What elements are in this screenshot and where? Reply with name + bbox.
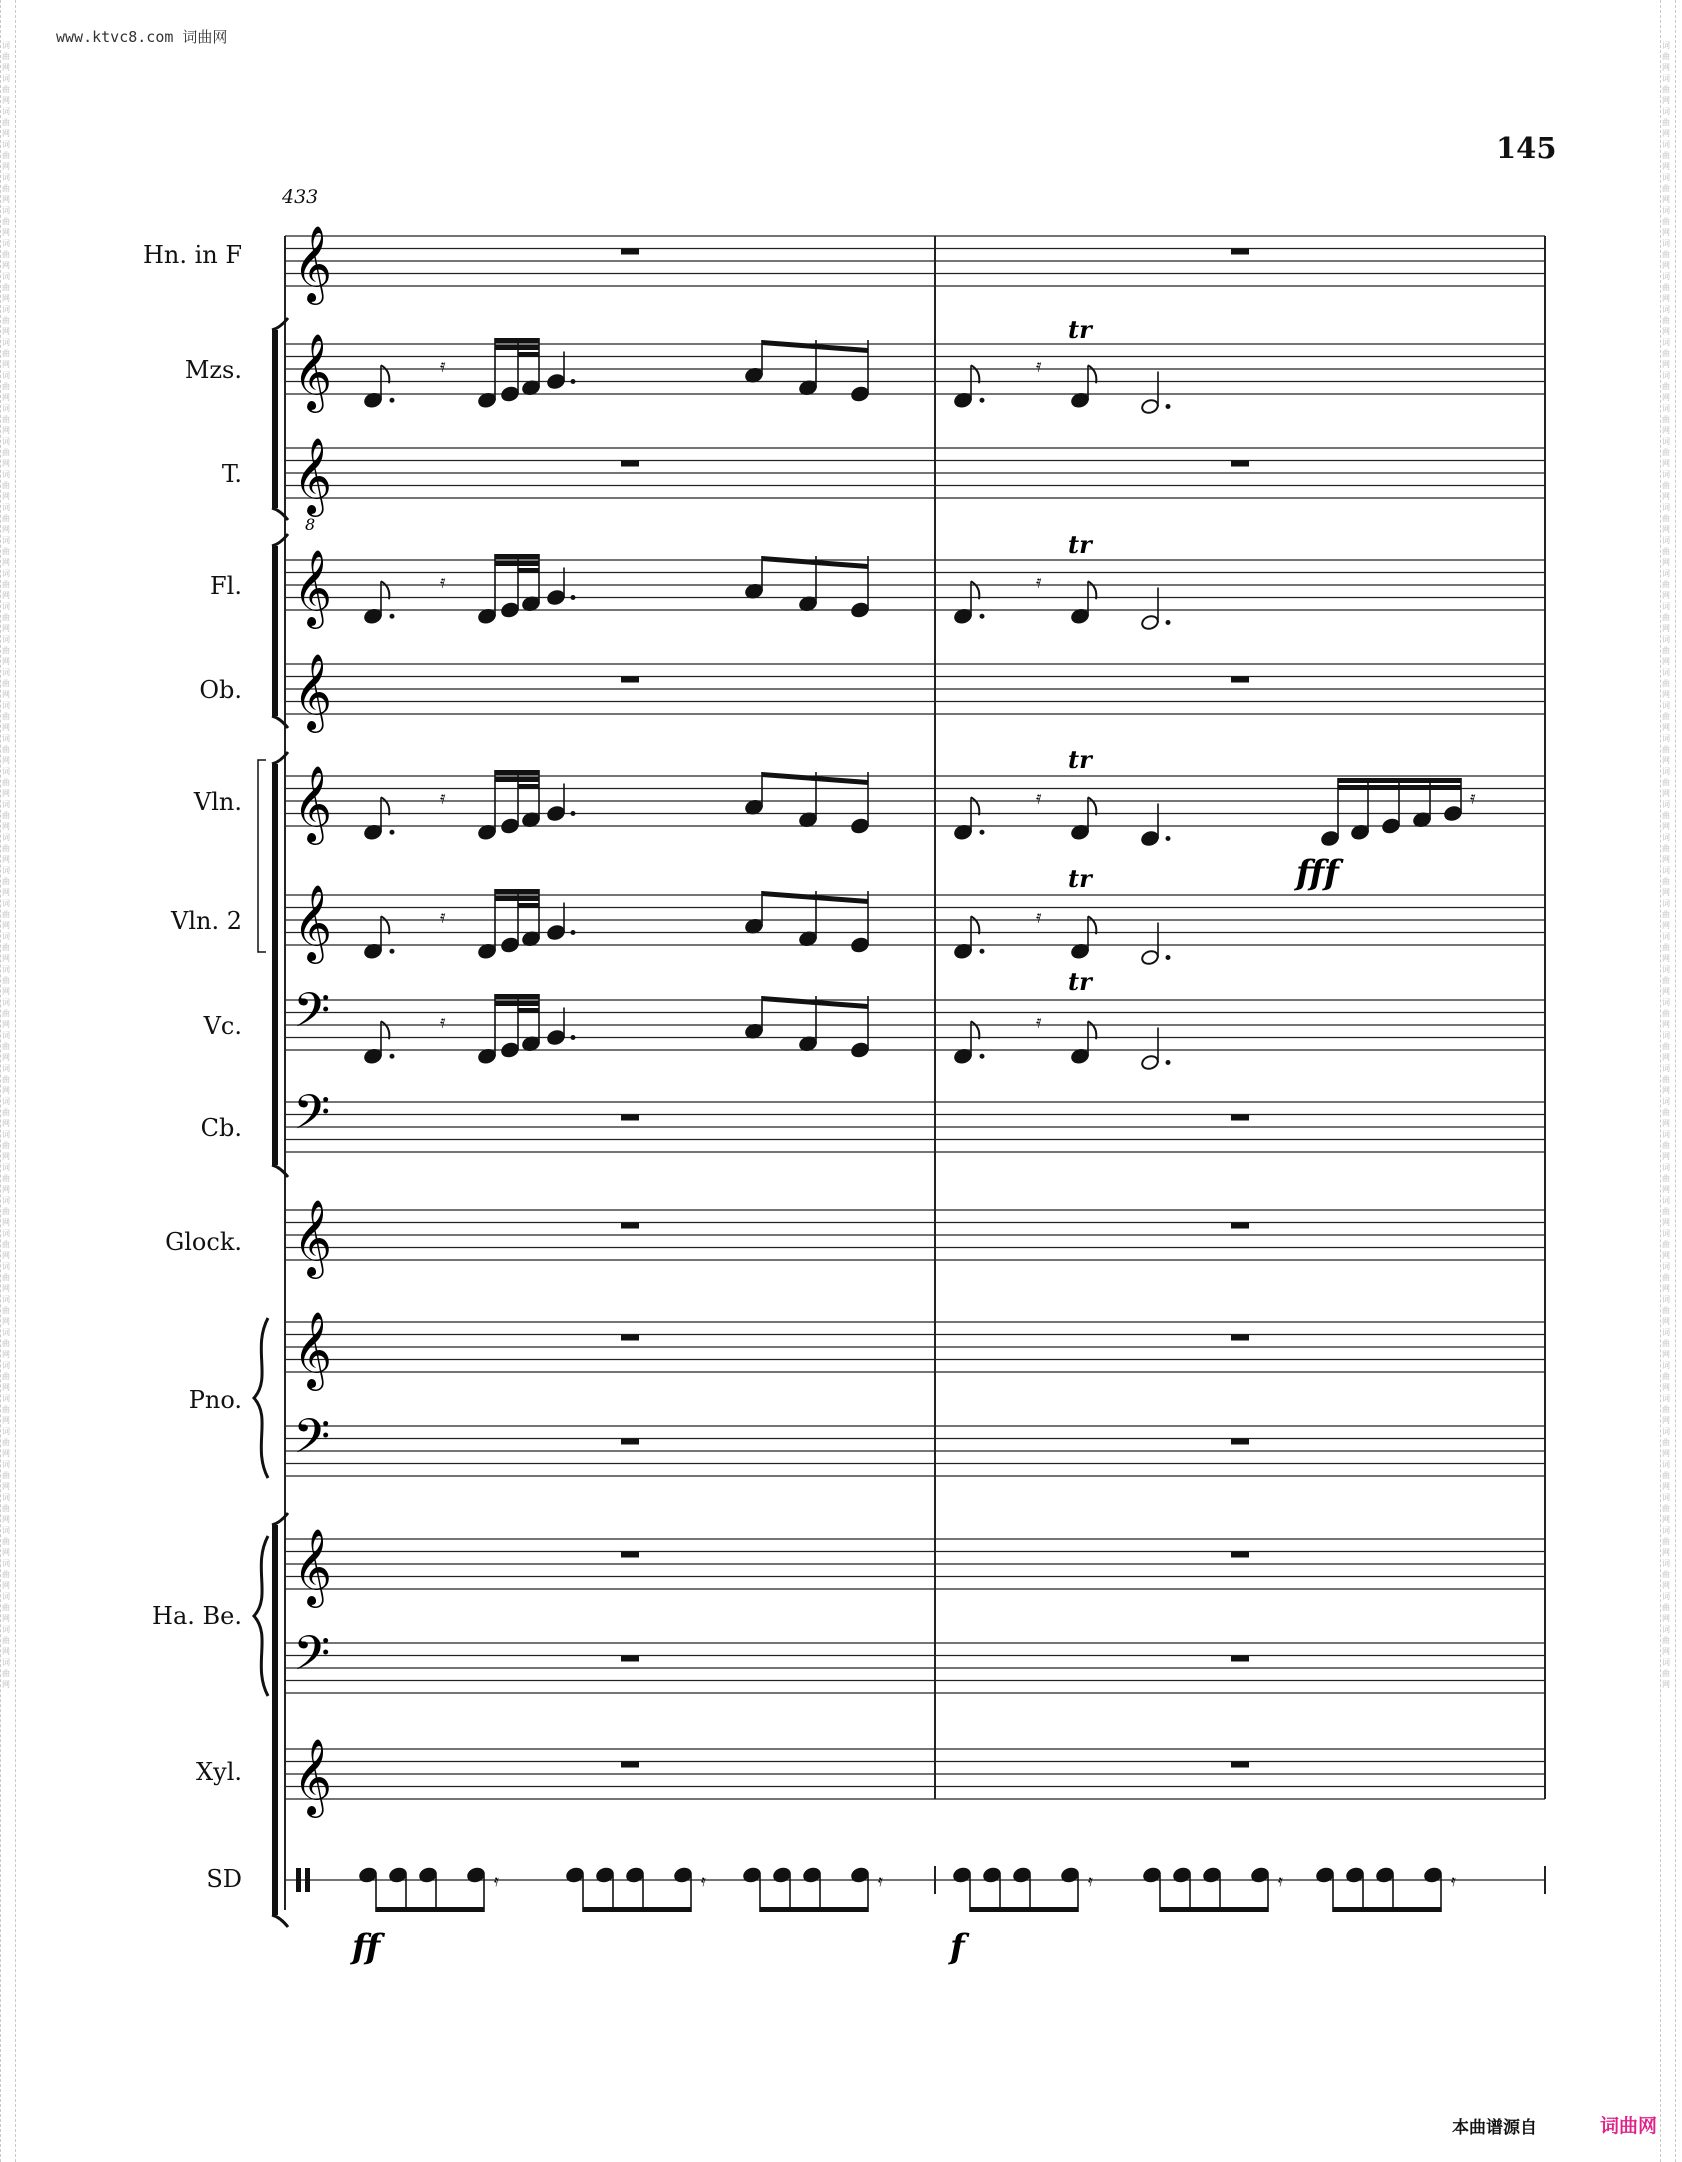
whole-rest <box>621 1656 639 1662</box>
trill-mark-flute: tr <box>1068 530 1092 559</box>
beam <box>762 340 868 353</box>
dot <box>571 811 576 816</box>
beam <box>518 352 539 357</box>
flag <box>971 1021 979 1039</box>
beam <box>1338 785 1461 790</box>
brace <box>254 1318 268 1478</box>
dot <box>390 614 395 619</box>
note-head <box>1320 830 1339 847</box>
beam <box>495 554 539 559</box>
sixteenth-rest: 𝄿 <box>1088 1871 1093 1890</box>
sixteenth-rest: 𝄿 <box>1036 906 1042 928</box>
note-head <box>742 1867 761 1884</box>
treble-clef: 𝄞 <box>293 437 333 514</box>
beam <box>495 889 539 894</box>
dynamic-snare-m2: f <box>950 1927 965 1967</box>
treble-clef: 𝄞 <box>293 1738 333 1815</box>
note-head <box>952 1867 971 1884</box>
clefs <box>293 225 332 1892</box>
whole-rest <box>1231 1115 1249 1121</box>
note-head <box>850 1042 869 1059</box>
bracket <box>272 330 278 508</box>
notes <box>358 338 1476 1912</box>
dot <box>390 949 395 954</box>
treble-clef: 𝄞 <box>293 333 333 410</box>
flag <box>971 797 979 815</box>
whole-rest <box>621 1762 639 1768</box>
sixteenth-rest: 𝄿 <box>440 571 446 593</box>
sixteenth-rest: 𝄿 <box>1470 787 1476 809</box>
dot <box>390 398 395 403</box>
label-oboe: Ob. <box>199 676 242 704</box>
whole-rest <box>621 461 639 467</box>
note-head <box>500 818 519 835</box>
beam <box>970 1907 1078 1912</box>
sixteenth-rest: 𝄿 <box>1036 787 1042 809</box>
flag <box>1088 797 1096 815</box>
flag <box>1088 581 1096 599</box>
beam <box>1338 778 1461 783</box>
note-head <box>546 805 565 822</box>
note-head <box>358 1867 377 1884</box>
label-violin2: Vln. 2 <box>171 907 242 935</box>
note-head <box>625 1867 644 1884</box>
beam <box>762 772 868 785</box>
footer-site-logo: 词曲网 <box>1600 2115 1658 2137</box>
treble-clef: 𝄞 <box>293 225 333 302</box>
bass-clef: 𝄢 <box>293 1084 331 1152</box>
beam <box>518 568 539 573</box>
flag <box>971 581 979 599</box>
note-head <box>1140 949 1159 966</box>
note-head <box>1315 1867 1334 1884</box>
whole-rest <box>1231 1223 1249 1229</box>
tenor-octave-marking: 8 <box>305 515 316 534</box>
note-head <box>772 1867 791 1884</box>
beam <box>495 338 539 343</box>
whole-rest <box>621 1223 639 1229</box>
note-head <box>388 1867 407 1884</box>
beam <box>495 896 539 901</box>
flag <box>381 365 389 383</box>
label-harp: Ha. Be. <box>152 1602 242 1630</box>
note-head <box>546 1029 565 1046</box>
beam <box>762 556 868 569</box>
note-head <box>850 602 869 619</box>
whole-rest <box>1231 249 1249 255</box>
sixteenth-rest: 𝄿 <box>1036 355 1042 377</box>
whole-rest <box>1231 1335 1249 1341</box>
beam <box>518 903 539 908</box>
bass-clef: 𝄢 <box>293 1625 331 1693</box>
note-head <box>1381 818 1400 835</box>
whole-rest <box>1231 677 1249 683</box>
dot <box>980 398 985 403</box>
brackets <box>254 318 288 1927</box>
note-head <box>1142 1867 1161 1884</box>
note-head <box>1140 614 1159 631</box>
note-head <box>673 1867 692 1884</box>
dot <box>571 379 576 384</box>
beam <box>495 994 539 999</box>
label-mezzo: Mzs. <box>184 356 242 384</box>
sixteenth-rest: 𝄿 <box>1036 571 1042 593</box>
flag <box>1088 1021 1096 1039</box>
page-number: 145 <box>1496 131 1557 165</box>
note-head <box>595 1867 614 1884</box>
beam <box>1333 1907 1441 1912</box>
beam <box>518 784 539 789</box>
sixteenth-rest: 𝄿 <box>440 906 446 928</box>
trill-mark-violin1: tr <box>1068 745 1092 774</box>
treble-clef: 𝄞 <box>293 1311 333 1388</box>
sixteenth-rest: 𝄿 <box>440 355 446 377</box>
bracket <box>272 1525 278 1915</box>
trill-mark-mezzo: tr <box>1068 315 1092 344</box>
dot <box>1166 620 1171 625</box>
sixteenth-rest: 𝄿 <box>1036 1011 1042 1033</box>
treble-clef: 𝄞 <box>293 884 333 961</box>
beam <box>376 1907 484 1912</box>
note-head <box>802 1867 821 1884</box>
note-head <box>850 818 869 835</box>
note-head <box>1250 1867 1269 1884</box>
whole-rest <box>1231 1552 1249 1558</box>
dot <box>390 1054 395 1059</box>
dot <box>1166 1060 1171 1065</box>
beam <box>518 1008 539 1013</box>
staff-lines <box>285 236 1545 1880</box>
label-contrabass: Cb. <box>200 1114 242 1142</box>
treble-clef: 𝄞 <box>293 653 333 730</box>
label-xylophone: Xyl. <box>196 1758 242 1786</box>
treble-clef: 𝄞 <box>293 1199 333 1276</box>
whole-rest <box>621 1439 639 1445</box>
beam <box>583 1907 691 1912</box>
note-head <box>500 602 519 619</box>
flag <box>381 797 389 815</box>
trill-mark-violin2: tr <box>1068 864 1092 893</box>
beam <box>495 561 539 566</box>
dynamic-violin1: fff <box>1296 853 1339 893</box>
dot <box>1166 836 1171 841</box>
brace <box>254 1536 268 1696</box>
note-head <box>1375 1867 1394 1884</box>
note-head <box>1172 1867 1191 1884</box>
bracket-hook <box>272 1915 288 1927</box>
note-head <box>500 1042 519 1059</box>
whole-rest <box>621 1335 639 1341</box>
dynamic-snare-m1: ff <box>352 1927 381 1967</box>
sixteenth-rest: 𝄿 <box>1278 1871 1283 1890</box>
dot <box>980 614 985 619</box>
bracket <box>272 546 278 716</box>
note-head <box>850 386 869 403</box>
sixteenth-rest: 𝄿 <box>878 1871 883 1890</box>
flag <box>971 365 979 383</box>
flag <box>1088 365 1096 383</box>
dot <box>1166 955 1171 960</box>
note-head <box>1012 1867 1031 1884</box>
note-head <box>1423 1867 1442 1884</box>
whole-rest <box>1231 461 1249 467</box>
dot <box>980 1054 985 1059</box>
dot <box>571 595 576 600</box>
treble-clef: 𝄞 <box>293 1528 333 1605</box>
dot <box>571 930 576 935</box>
label-violin1: Vln. <box>193 788 242 816</box>
left-strip-text: 词曲网词曲网词曲网词曲网词曲网词曲网词曲网词曲网词曲网词曲网词曲网词曲网词曲网词曲网词曲网词曲网词曲网词曲网词曲网词曲网词曲网词曲网词曲网词曲网词曲网词曲网词曲网词曲网词曲网词曲网词曲网词曲网词曲网词曲网词曲网词曲网词曲网词曲网词曲网词曲网词曲网词曲网词曲网词曲网词曲网词曲网词曲网词曲网词曲网词曲网 <box>2 41 10 1689</box>
label-horn: Hn. in F <box>142 241 242 269</box>
beam <box>762 891 868 904</box>
note-head <box>1345 1867 1364 1884</box>
flag <box>381 1021 389 1039</box>
beam <box>760 1907 868 1912</box>
note-head <box>1443 805 1462 822</box>
percussion-clef <box>296 1868 301 1892</box>
whole-rest <box>621 677 639 683</box>
whole-rest <box>1231 1439 1249 1445</box>
note-head <box>850 937 869 954</box>
violin-bracket <box>258 760 266 952</box>
bracket <box>272 764 278 1165</box>
note-head <box>418 1867 437 1884</box>
beam <box>1160 1907 1268 1912</box>
footer-source-text: 本曲谱源自 <box>1452 2118 1537 2138</box>
note-head <box>1202 1867 1221 1884</box>
bass-clef: 𝄢 <box>293 982 331 1050</box>
whole-rest <box>621 249 639 255</box>
right-strip-text: 词曲网词曲网词曲网词曲网词曲网词曲网词曲网词曲网词曲网词曲网词曲网词曲网词曲网词曲网词曲网词曲网词曲网词曲网词曲网词曲网词曲网词曲网词曲网词曲网词曲网词曲网词曲网词曲网词曲网词曲网词曲网词曲网词曲网词曲网词曲网词曲网词曲网词曲网词曲网词曲网词曲网词曲网词曲网词曲网词曲网词曲网词曲网词曲网词曲网词曲网 <box>1662 41 1670 1689</box>
dot <box>571 1035 576 1040</box>
whole-rest <box>621 1115 639 1121</box>
sixteenth-rest: 𝄿 <box>440 1011 446 1033</box>
treble-clef: 𝄞 <box>293 765 333 842</box>
whole-rest <box>621 1552 639 1558</box>
note-head <box>1140 830 1159 847</box>
sixteenth-rest: 𝄿 <box>494 1871 499 1890</box>
beam <box>495 770 539 775</box>
sixteenth-rest: 𝄿 <box>440 787 446 809</box>
dot <box>980 830 985 835</box>
flag <box>381 916 389 934</box>
beam <box>495 1001 539 1006</box>
label-cello: Vc. <box>203 1012 242 1040</box>
label-piano: Pno. <box>188 1386 242 1414</box>
note-head <box>982 1867 1001 1884</box>
trill-mark-cello: tr <box>1068 967 1092 996</box>
note-head <box>850 1867 869 1884</box>
label-snare: SD <box>206 1865 242 1893</box>
percussion-clef <box>305 1868 310 1892</box>
note-head <box>546 924 565 941</box>
whole-rest <box>1231 1656 1249 1662</box>
dot <box>1166 404 1171 409</box>
sixteenth-rest: 𝄿 <box>1451 1871 1456 1890</box>
beam <box>762 996 868 1009</box>
label-flute: Fl. <box>210 572 242 600</box>
note-head <box>1060 1867 1079 1884</box>
dot <box>390 830 395 835</box>
barlines <box>285 236 1545 1910</box>
note-head <box>1140 398 1159 415</box>
header-watermark-url: www.ktvc8.com 词曲网 <box>56 28 228 46</box>
note-head <box>500 937 519 954</box>
note-head <box>466 1867 485 1884</box>
flag <box>381 581 389 599</box>
note-head <box>565 1867 584 1884</box>
label-tenor: T. <box>221 460 242 488</box>
note-head <box>546 589 565 606</box>
measure-number: 433 <box>282 186 319 208</box>
bass-clef: 𝄢 <box>293 1408 331 1476</box>
note-head <box>1140 1054 1159 1071</box>
sixteenth-rest: 𝄿 <box>701 1871 706 1890</box>
note-head <box>500 386 519 403</box>
flag <box>971 916 979 934</box>
whole-rest <box>1231 1762 1249 1768</box>
treble-clef: 𝄞 <box>293 549 333 626</box>
label-glockenspiel: Glock. <box>165 1228 242 1256</box>
beam <box>495 345 539 350</box>
dot <box>980 949 985 954</box>
flag <box>1088 916 1096 934</box>
note-head <box>546 373 565 390</box>
beam <box>495 777 539 782</box>
